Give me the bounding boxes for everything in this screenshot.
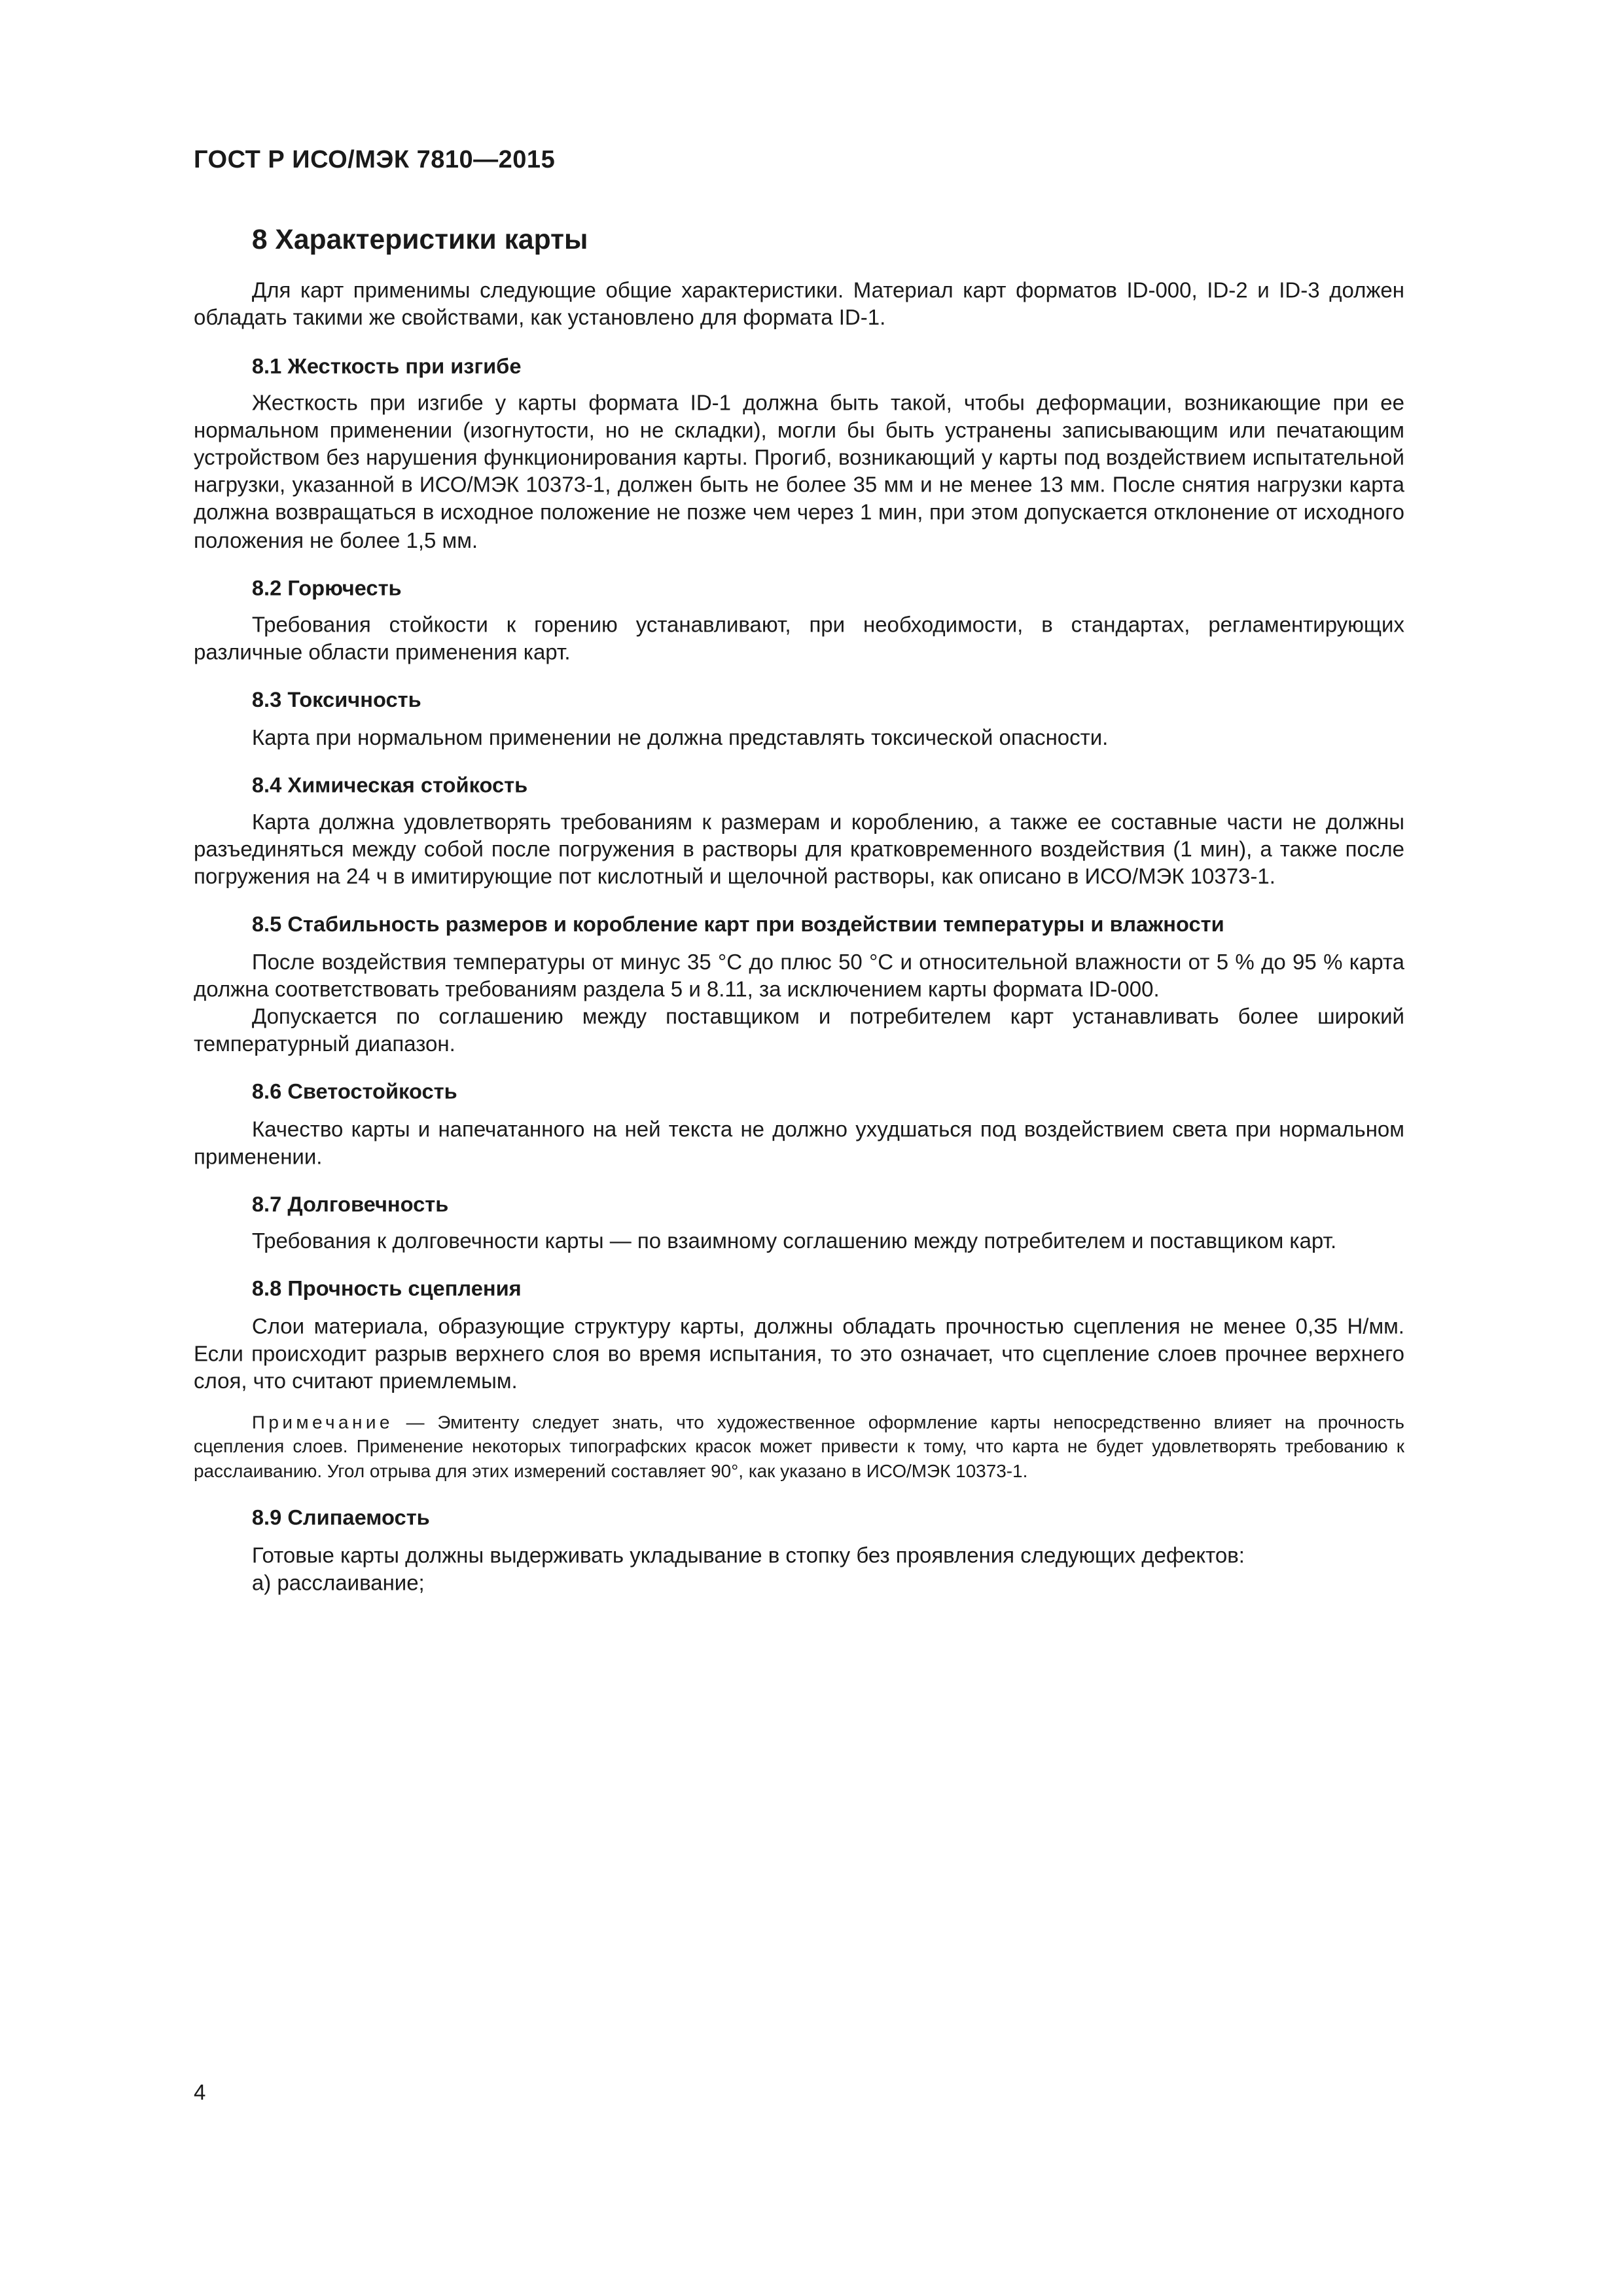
note-text: — Эмитенту следует знать, что художественное оформление карты непосредственно влияет на прочность сцепления слоев. Применение некоторых типографских красок может привести к тому, что карта не будет удовлетворять требованию к расслаиванию. Угол отрыва для этих измерений составляет 90°, как указано в ИСО/МЭК 10373-1. bbox=[194, 1413, 1404, 1482]
paragraph-8-5-2: Допускается по соглашению между поставщиком и потребителем карт устанавливать более широкий температурный диапазон. bbox=[194, 1005, 1404, 1056]
document-body bbox=[194, 223, 1404, 1597]
list-item-a: а) расслаивание; bbox=[251, 1570, 425, 1594]
note-label: Примечание bbox=[251, 1413, 393, 1434]
paragraph-8-3: Карта при нормальном применении не должна представлять токсической опасности. bbox=[251, 725, 1109, 749]
subsection-title-8-8: 8.8 Прочность сцепления bbox=[251, 1277, 522, 1301]
paragraph-8-7: Требования к долговечности карты — по взаимному соглашению между потребителем и поставщиком карт. bbox=[251, 1229, 1337, 1253]
paragraph-8-4: Карта должна удовлетворять требованиям к размерам и короблению, а также ее составные части не должны разъединяться между собой после погружения в растворы для кратковременного воздействия (1 мин), а также после погружения на 24 ч в имитирующие пот кислотный и щелочной растворы, как описано в ИСО/МЭК 10373-1. bbox=[194, 810, 1404, 889]
paragraph-8-2: Требования стойкости к горению устанавливают, при необходимости, в стандартах, регламентирующих различные области применения карт. bbox=[194, 613, 1404, 664]
subsection-title-8-3: 8.3 Токсичность bbox=[251, 688, 421, 712]
page-number: 4 bbox=[194, 2080, 206, 2104]
paragraph-8-9: Готовые карты должны выдерживать укладывание в стопку без проявления следующих дефектов: bbox=[251, 1543, 1245, 1568]
subsection-title-8-1: 8.1 Жесткость при изгибе bbox=[251, 353, 522, 378]
note-8-8 bbox=[194, 1412, 1404, 1485]
section-title: 8 Характеристики карты bbox=[251, 223, 588, 255]
paragraph-8-8: Слои материала, образующие структуру карты, должны обладать прочностью сцепления не менее 0,35 Н/мм. Если происходит разрыв верхнего слоя во время испытания, то это означает, что сцепление слоев прочнее верхнего слоя, что считают приемлемым. bbox=[194, 1314, 1404, 1393]
subsection-title-8-9: 8.9 Слипаемость bbox=[251, 1505, 430, 1530]
subsection-title-8-2: 8.2 Горючесть bbox=[251, 575, 402, 600]
paragraph-8-5-1: После воздействия температуры от минус 35 °С до плюс 50 °С и относительной влажности от 5 % до 95 % карта должна соответствовать требованиям раздела 5 и 8.11, за исключением карты формата ID-000. bbox=[194, 950, 1404, 1001]
subsection-title-8-7: 8.7 Долговечность bbox=[251, 1192, 449, 1216]
paragraph-8-1: Жесткость при изгибе у карты формата ID-1 должна быть такой, чтобы деформации, возникающие при ее нормальном применении (изогнутости, но не складки), могли бы быть устранены записывающим или печатающим устройством без нарушения функционирования карты. Прогиб, возникающий у карты под воздействием испытательной нагрузки, указанной в ИСО/МЭК 10373-1, должен быть не более 35 мм и не менее 13 мм. После снятия нагрузки карта должна возвращаться в исходное положение не позже чем через 1 мин, при этом допускается отклонение от исходного положения не более 1,5 мм. bbox=[194, 391, 1404, 552]
subsection-title-8-6: 8.6 Светостойкость bbox=[251, 1080, 457, 1104]
section-intro: Для карт применимы следующие общие характеристики. Материал карт форматов ID-000, ID-2 и ID-3 должен обладать такими же свойствами, как установлено для формата ID-1. bbox=[194, 278, 1404, 331]
document-header: ГОСТ Р ИСО/МЭК 7810—2015 bbox=[194, 146, 556, 173]
subsection-title-8-4: 8.4 Химическая стойкость bbox=[251, 773, 528, 797]
paragraph-8-6: Качество карты и напечатанного на ней текста не должно ухудшаться под воздействием света при нормальном применении. bbox=[194, 1117, 1404, 1169]
subsection-title-8-5: 8.5 Стабильность размеров и коробление карт при воздействии температуры и влажности bbox=[251, 912, 1224, 937]
